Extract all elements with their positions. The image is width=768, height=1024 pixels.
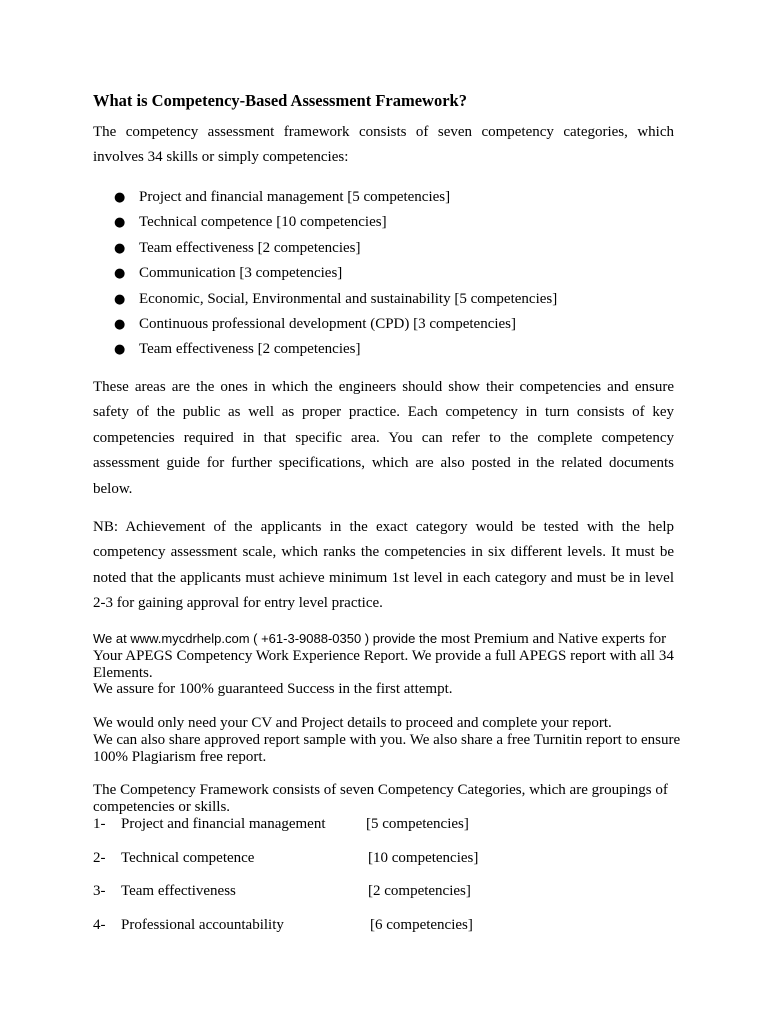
bullet-icon: ● <box>114 240 126 256</box>
item-number: 4- <box>93 917 106 933</box>
item-title: Team effectiveness <box>121 883 236 899</box>
list-item <box>0 185 768 210</box>
bullet-icon: ● <box>114 291 126 307</box>
list-item <box>0 287 768 312</box>
list-item <box>0 337 768 362</box>
item-count: [6 competencies] <box>370 917 473 933</box>
promo-guarantee-text: We assure for 100% guaranteed Success in the first attempt. <box>93 681 453 698</box>
list-item-text: Team effectiveness [2 competencies] <box>139 341 361 358</box>
item-count: [5 competencies] <box>366 816 469 832</box>
list-item <box>0 312 768 337</box>
bullet-icon: ● <box>114 190 126 205</box>
numbered-item <box>0 917 768 937</box>
item-title: Technical competence <box>121 850 255 866</box>
bullet-icon: ● <box>114 342 126 358</box>
promo-text: most Premium and Native experts for Your APEGS Competency Work Experience Report. We provide a full APEGS report with all 34 Elements. <box>93 631 674 681</box>
competency-bullet-list <box>0 185 768 363</box>
list-item <box>0 236 768 261</box>
item-number: 1- <box>93 816 106 832</box>
areas-paragraph: These areas are the ones in which the engineers should show their competencies and ensure safety of the public as well as proper practice. Each competency in turn consists of key competencies required in that specific area. You can refer to the complete competency assessment guide for further specifications, which are also posted in the related documents below. <box>93 379 674 497</box>
item-count: [2 competencies] <box>368 883 471 899</box>
item-number: 3- <box>93 883 106 899</box>
intro-paragraph: The competency assessment framework consists of seven competency categories, which involves 34 skills or simply competencies: <box>93 124 674 166</box>
list-item-text: Technical competence [10 competencies] <box>139 214 387 231</box>
item-count: [10 competencies] <box>368 850 479 866</box>
sample-line: We can also share approved report sample with you. We also share a free Turnitin report to ensure 100% Plagiarism free report. <box>93 731 681 765</box>
numbered-item <box>0 883 768 903</box>
cv-line: We would only need your CV and Project details to proceed and complete your report. <box>93 715 612 731</box>
item-title: Project and financial management <box>121 816 326 832</box>
item-number: 2- <box>93 850 106 866</box>
bullet-icon: ● <box>114 266 126 282</box>
bullet-icon: ● <box>114 215 126 231</box>
promo-contact-text: We at www.mycdrhelp.com ( +61-3-9088-0350 ) provide the <box>93 631 438 646</box>
list-item <box>0 261 768 286</box>
numbered-item <box>0 816 768 836</box>
page-title: What is Competency-Based Assessment Framework? <box>93 91 467 110</box>
list-item-text: Project and financial management [5 competencies] <box>139 189 451 205</box>
numbered-item <box>0 850 768 870</box>
nb-paragraph: NB: Achievement of the applicants in the exact category would be tested with the help competency assessment scale, which ranks the competencies in six different levels. It must be noted that the applicants must achieve minimum 1st level in each category and must be in level 2-3 for gaining approval for entry level practice. <box>93 519 674 612</box>
bullet-icon: ● <box>114 316 126 332</box>
list-item-text: Communication [3 competencies] <box>139 265 343 282</box>
list-item <box>0 210 768 235</box>
list-item-text: Team effectiveness [2 competencies] <box>139 239 361 256</box>
promo-paragraph <box>93 631 693 698</box>
list-item-text: Economic, Social, Environmental and sustainability [5 competencies] <box>139 290 558 307</box>
framework-intro: The Competency Framework consists of seven Competency Categories, which are groupings of competencies or skills. <box>93 782 668 815</box>
item-title: Professional accountability <box>121 917 284 933</box>
list-item-text: Continuous professional development (CPD) [3 competencies] <box>139 315 517 332</box>
cv-paragraph <box>93 715 693 765</box>
